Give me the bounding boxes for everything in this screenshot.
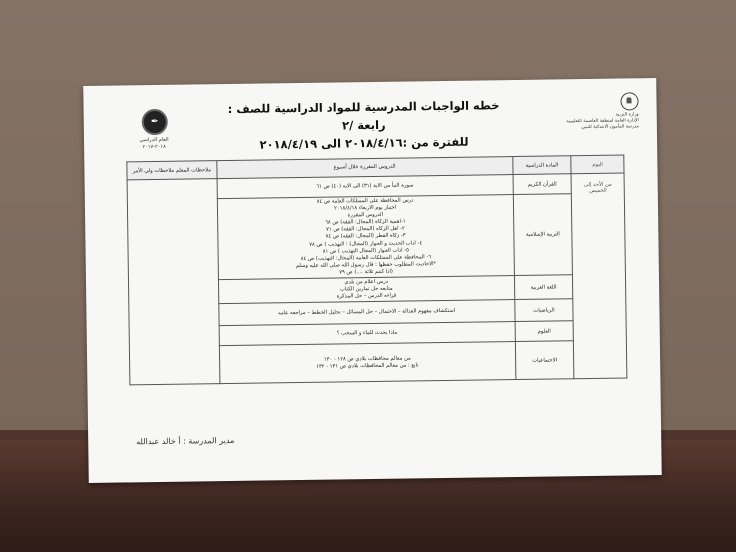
lesson-line: من معالم محافظات بلادي ص ١٢٨ - ١٣٠ [323,355,411,363]
lesson-line: اختبار يوم الاربعاء ٢٠١٨/٤/١٨ [334,204,397,212]
ministry-header [548,92,639,131]
subject-cell: القرآن الكريم [513,174,572,195]
ministry-line: مدرسة المأمون الابتدائية للبنين [581,124,639,131]
day-cell: من الأحد إلى الخميس [571,173,626,379]
year-label: العام الدراسي [139,136,169,144]
ministry-line: وزارة التربية [615,112,639,118]
col-day-header: اليوم [571,155,624,174]
principal-signature-line: مدير المدرسة : أ خالد عبدالله [136,435,235,447]
ministry-line: الإدارة العامة لمنطقة العاصمة التعليمية [566,118,639,125]
lessons-cell [217,195,514,280]
col-lessons-header: الدروس المقررة خلال أسبوع [217,157,513,179]
lesson-line: ٥- اداب الجوار (المجال التهذيب ) ص ٨١ [322,247,409,255]
lesson-line: ٣- زكاة الفطر (المجال: الفقه) ص ٧٤ [325,233,406,241]
subject-cell: التربية الإسلامية [513,194,573,276]
school-year-box [134,137,174,152]
lesson-line: *الاحاديث المطلوب حفظها : قال رسول الله صلى الله عليه وسلم [295,260,437,269]
lesson-line: الدروس المقررة [347,212,384,219]
lesson-line: ١-اهمية الزكاة (المجال: الفقه) ص ٦٨ [325,218,406,226]
homework-table [126,154,627,385]
lesson-line: (اذا كنتم ثلاثة ....) ص ٧٩ [339,268,393,276]
school-logo-icon: ✒ [142,109,168,135]
subject-cell: العلوم [515,321,574,342]
lesson-line: قراءه الدرس – حل المذكرة [336,292,397,300]
kuwait-emblem-icon [620,92,638,110]
class-name: رابعة /٢ [341,117,386,133]
lesson-line: ماذا يحدث للماء و السحب ؟ [336,329,398,337]
lesson-line: ٤- اداب الحديث و الحوار (المجال) : التهذيب ) ص ٧٨ [309,239,423,248]
subject-cell: الاجتماعيات [515,341,574,380]
lesson-line: تابع : من معالم المحافظات بلادي ص ١٣١ - ١٣٢ [316,362,419,370]
lesson-line: متابعه حل تمارين الكتاب [339,285,393,293]
lesson-line: سورة النبأ من الاية (٣١) الى الايه (٤٠) ص ٦١ [316,182,414,190]
lesson-line: درس اعلام من بلدي [344,278,389,286]
plan-title: خطه الواجبات المدرسية للمواد الدراسية للصف : [227,98,500,117]
col-notes-header: ملاحظات المعلم ملاحظات ولي الأمر [127,161,217,180]
lesson-line: درس المحافظة على الممتلكات العامة ص ٨٤ [316,197,414,205]
lesson-line: ٦- المحافظة على الممتلكات العامه (المجال: التهذيب) ص ٨٤ [300,253,432,262]
period-range: للفترة من :٢٠١٨/٤/١٦ الى ٢٠١٨/٤/١٩ [259,134,469,152]
year-value: ٢٠١٨-٢٠١٧ [142,143,166,151]
lessons-cell [219,342,515,384]
subject-cell: الرياضيات [514,299,573,322]
homework-plan-sheet [83,78,661,483]
notes-cell [127,179,220,386]
lesson-line: ٢- اهل الزكاه (المجال: الفقه) ص ٧١ [326,225,405,234]
col-subject-header: المادة الدراسية [512,156,571,175]
subject-cell: اللغة العربية [514,275,573,300]
lesson-line: استكشاف مفهوم العدالة – الاحتمال – حل المسائل – تحليل الخطط – مراجعه عامه [278,308,456,317]
